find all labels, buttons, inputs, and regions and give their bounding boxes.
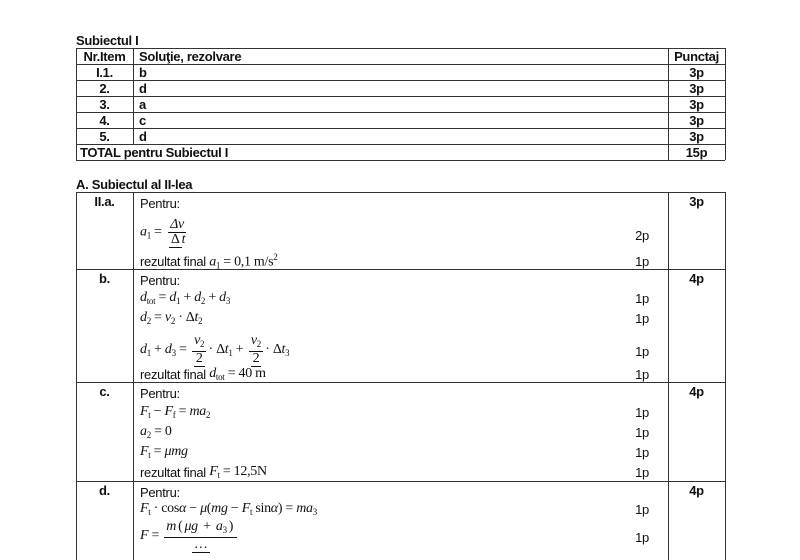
table-border [133,481,134,560]
line-points: 1p [635,529,649,545]
line-points: 1p [635,501,649,517]
points: 3p [689,129,704,144]
item-number: c. [99,384,110,399]
subiectul-1-title: Subiectul I [76,33,139,48]
solution-line [140,384,180,402]
item-points: 4p [689,384,704,399]
solution-line [140,500,317,518]
table-border [133,192,134,269]
line-points: 1p [635,444,649,460]
formula: $a_2 = 0$ [140,424,172,440]
table-border [133,382,134,481]
formula: $a_1 = 0,1$ $m/s^2$ [209,252,278,271]
formula: $d_1 + d_3$ = $\frac{v_2}{2}$ · $\Delta t_1$ + $\frac{v_2}{2}$ · $\Delta t_3$ [140,333,290,366]
points: 3p [689,97,704,112]
line-points: 1p [635,404,649,420]
table-border [76,269,725,270]
item-number: 2. [99,81,110,96]
points: 3p [689,65,704,80]
formula: F = $\frac{m ( \mu g + a_3 )}{\dots}$ [140,520,239,552]
table-border [76,128,725,129]
solution-line [140,309,202,327]
table-border [76,160,725,161]
table-border [725,382,726,481]
table-border [76,192,725,193]
fraction: $\frac{\Delta v}{\text{Δ t}}$ [170,217,186,247]
header-punctaj: Punctaj [674,49,719,64]
line-points: 2p [635,227,649,243]
solution-text: rezultat final [140,464,210,480]
item-points: 3p [689,194,704,209]
item-number: d. [99,483,110,498]
formula: $F_t - F_f = ma_2$ [140,404,211,420]
solution-line [140,365,266,383]
formula: $d_{tot} = 40$ m [209,366,266,382]
solution-text: Pentru: [140,272,180,288]
line-points: 1p [635,366,649,382]
formula: $F_t = 12,5N$ [209,464,267,480]
answer: d [139,129,147,144]
formula: $a_1$ = $\frac{\Delta v}{\text{Δ t}}$ [140,217,186,247]
item-points: 4p [689,483,704,498]
solution-line [140,289,230,307]
solution-line [140,443,188,461]
answer: d [139,81,147,96]
table-border [76,80,725,81]
solution-line [140,334,289,366]
table-border [725,269,726,382]
total-points: 15p [685,145,708,160]
table-border [76,64,725,65]
item-number: II.a. [94,194,115,209]
table-border [725,48,726,160]
item-number: b. [99,271,110,286]
line-points: 1p [635,310,649,326]
line-points: 1p [635,290,649,306]
table-border [76,112,725,113]
solution-line [140,218,189,247]
formula: $d_{tot} = d_1 + d_2 + d_3$ [140,290,231,306]
line-points: 1p [635,464,649,480]
solution-line [140,463,267,481]
table-border [76,481,725,482]
item-points: 4p [689,271,704,286]
answer: a [139,97,146,112]
fraction: $\frac{v_2}{2}$ [194,333,205,366]
header-solutie: Soluţie, rezolvare [139,49,242,64]
item-number: 5. [99,129,110,144]
points: 3p [689,113,704,128]
table-border [725,481,726,560]
item-number: I.1. [96,65,113,80]
formula: $F_t \cdot \cos\alpha - \mu(mg - F_t$ $\sin\alpha) = ma_3$ [140,501,317,517]
solution-line [140,423,172,441]
total-label: TOTAL pentru Subiectul I [80,145,229,160]
points: 3p [689,81,704,96]
line-points: 1p [635,253,649,269]
formula: $d_2 = v_2 \cdot \Delta t_2$ [140,310,203,326]
answer: b [139,65,147,80]
line-points: 1p [635,343,649,359]
table-border [725,192,726,269]
table-border [76,382,725,383]
subiectul-2-title: A. Subiectul al II-lea [76,177,193,192]
solution-line [140,403,210,421]
header-nr-item: Nr.Item [83,49,126,64]
formula: $F_t = \mu mg$ [140,444,188,460]
item-number: 3. [99,97,110,112]
solution-line [140,194,180,212]
solution-line [140,520,239,552]
solution-text: rezultat final [140,253,210,269]
solution-text: Pentru: [140,484,180,500]
item-number: 4. [99,113,110,128]
line-points: 1p [635,424,649,440]
solution-text: Pentru: [140,385,180,401]
table-border [133,269,134,382]
table-border [133,48,134,144]
solution-line [140,252,277,271]
solution-line [140,271,180,289]
solution-line [140,483,180,501]
solution-text: rezultat final [140,366,210,382]
fraction: $\frac{v_2}{2}$ [250,333,261,366]
fraction: $\frac{m ( \mu g + a_3 )}{\dots}$ [164,520,237,552]
table-border [76,96,725,97]
solution-text: Pentru: [140,195,180,211]
answer: c [139,113,146,128]
